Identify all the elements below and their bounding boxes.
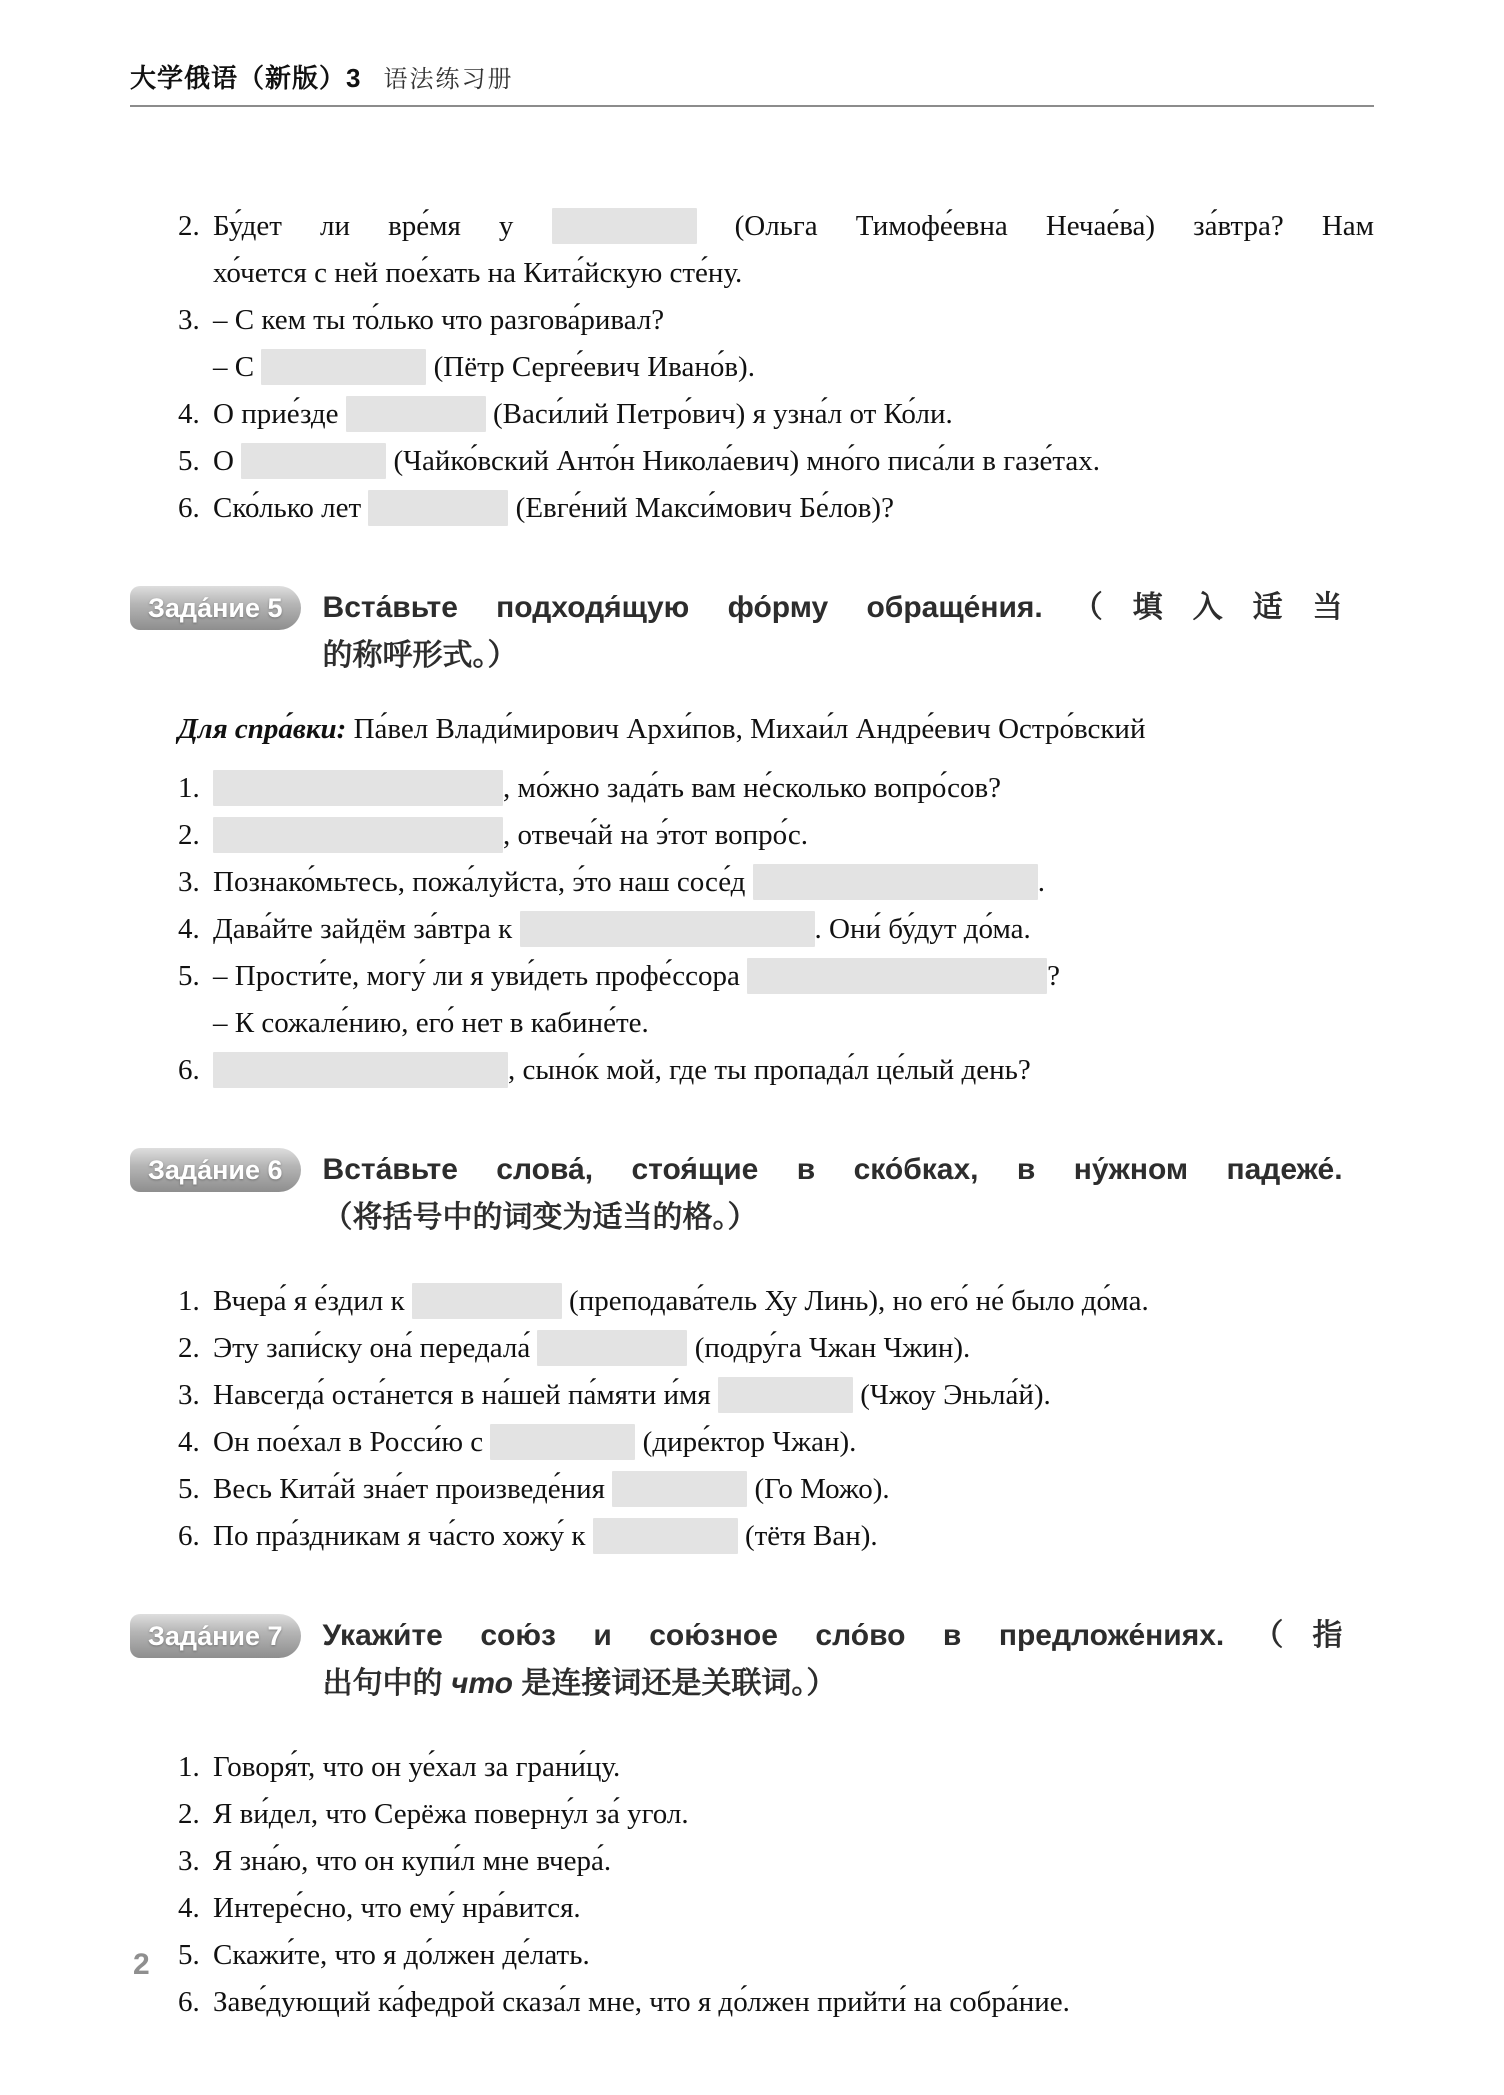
item-number: 1. <box>178 1285 200 1317</box>
blank-field <box>520 911 815 947</box>
item-line <box>213 1047 1374 1094</box>
exercise-item <box>178 1791 1374 1838</box>
header-rule <box>130 105 1374 107</box>
item-line <box>213 297 1374 344</box>
item-number: 3. <box>178 866 200 898</box>
item-text: Весь Кита́й зна́ет произведе́ния <box>213 1473 613 1505</box>
item-text: . Они́ бу́дут до́ма. <box>814 913 1031 945</box>
item-content <box>213 203 1374 297</box>
blank-field <box>213 817 503 853</box>
item-number: 1. <box>178 772 200 804</box>
section-zadanie-7 <box>130 1612 1374 2026</box>
item-content <box>213 1791 1374 1838</box>
reference-line <box>178 706 1374 753</box>
instruction-text: Вста́вьте подходя́щую фо́рму обраще́ния. <box>322 591 1043 624</box>
item-content <box>213 1419 1374 1466</box>
item-number: 6. <box>178 1520 200 1552</box>
item-content <box>213 391 1374 438</box>
exercise-item <box>178 1744 1374 1791</box>
exercise-item <box>178 297 1374 391</box>
item-line <box>213 906 1374 953</box>
item-content <box>213 1278 1374 1325</box>
instruction-text: （填入适当 <box>1042 591 1343 624</box>
instruction-line <box>323 1146 1343 1194</box>
exercise-item <box>178 391 1374 438</box>
item-content <box>213 765 1374 812</box>
section-instruction <box>323 584 1343 680</box>
item-text: Эту запи́ску она́ передала́ <box>213 1332 538 1364</box>
section-badge: Зада́ние 6 <box>130 1148 301 1192</box>
blank-field <box>412 1283 562 1319</box>
item-text: Бу́дет ли вре́мя у <box>213 210 552 242</box>
item-number: 2. <box>178 1798 200 1830</box>
item-line <box>213 1278 1374 1325</box>
instruction-line <box>323 1194 1343 1242</box>
item-text: Скажи́те, что я до́лжен де́лать. <box>213 1939 590 1971</box>
item-line <box>213 1419 1374 1466</box>
item-line <box>213 1791 1374 1838</box>
item-text: Ско́лько лет <box>213 492 369 524</box>
item-line <box>213 1513 1374 1560</box>
blank-field <box>490 1424 635 1460</box>
item-number: 6. <box>178 1054 200 1086</box>
item-text: Интере́сно, что ему́ нра́вится. <box>213 1892 581 1924</box>
blank-field <box>537 1330 687 1366</box>
instruction-line <box>323 632 1343 680</box>
item-line <box>213 1979 1374 2026</box>
instruction-text: （将括号中的词变为适当的格。） <box>322 1201 758 1234</box>
instruction-text: （指 <box>1224 1619 1343 1652</box>
instruction-line <box>323 584 1343 632</box>
item-content <box>213 812 1374 859</box>
item-text: – К сожале́нию, его́ нет в кабине́те. <box>213 1007 649 1039</box>
instruction-text: 是连接词还是关联词。） <box>512 1667 837 1700</box>
page-header <box>130 0 1374 107</box>
blank-field <box>612 1471 747 1507</box>
blank-field <box>747 958 1047 994</box>
header-title-line <box>130 58 1374 95</box>
item-content <box>213 297 1374 391</box>
exercise-item <box>178 906 1374 953</box>
item-text: (Чжоу Эньла́й). <box>852 1379 1051 1411</box>
item-line <box>213 438 1374 485</box>
item-number: 4. <box>178 1426 200 1458</box>
item-number: 3. <box>178 304 200 336</box>
item-text: (преподава́тель Ху Линь), но его́ не́ было до́ма. <box>561 1285 1149 1317</box>
section-badge: Зада́ние 7 <box>130 1614 301 1658</box>
item-text: Он пое́хал в Росси́ю с <box>213 1426 491 1458</box>
item-text: По пра́здникам я ча́сто хожу́ к <box>213 1520 593 1552</box>
item-line <box>213 1000 1374 1047</box>
item-number: 2. <box>178 819 200 851</box>
item-line <box>213 812 1374 859</box>
sections-container <box>130 584 1374 2026</box>
book-title: 大学俄语（新版）3 <box>130 63 362 93</box>
item-line <box>213 1744 1374 1791</box>
item-number: 6. <box>178 1986 200 2018</box>
section-badge: Зада́ние 5 <box>130 586 301 630</box>
blank-field <box>593 1518 738 1554</box>
exercise-item <box>178 1838 1374 1885</box>
instruction-text: Вста́вьте слова́, стоя́щие в ско́бках, в ну́жном падеже́. <box>322 1153 1343 1186</box>
item-line <box>213 485 1374 532</box>
page-number: 2 <box>133 1948 150 1981</box>
item-content <box>213 1979 1374 2026</box>
blank-field <box>261 349 426 385</box>
item-text: (подру́га Чжан Чжин). <box>687 1332 971 1364</box>
item-text: – Прости́те, могу́ ли я уви́деть профе́ссора <box>213 960 748 992</box>
blank-field <box>753 864 1038 900</box>
item-number: 2. <box>178 1332 200 1364</box>
section-items <box>178 765 1374 1094</box>
section-heading <box>130 1612 1374 1708</box>
exercise-item <box>178 1278 1374 1325</box>
item-line <box>213 250 1374 297</box>
item-line <box>213 1466 1374 1513</box>
section-items <box>178 1744 1374 2026</box>
item-number: 6. <box>178 492 200 524</box>
instruction-text: 出句中的 <box>322 1667 451 1700</box>
item-text: , мо́жно зада́ть вам не́сколько вопро́сов? <box>503 772 1002 804</box>
item-content <box>213 859 1374 906</box>
item-text: О прие́зде <box>213 398 346 430</box>
item-text: . <box>1037 866 1045 898</box>
exercise-item <box>178 1372 1374 1419</box>
item-text: , сыно́к мой, где ты пропада́л це́лый день? <box>508 1054 1031 1086</box>
item-content <box>213 1932 1374 1979</box>
item-number: 3. <box>178 1845 200 1877</box>
item-content <box>213 1466 1374 1513</box>
instruction-line <box>323 1612 1343 1660</box>
item-content <box>213 1513 1374 1560</box>
exercise-item <box>178 1885 1374 1932</box>
item-text: (Го Можо). <box>747 1473 890 1505</box>
item-text: Навсегда́ оста́нется в на́шей па́мяти и́мя <box>213 1379 718 1411</box>
exercise-continuation-list <box>178 203 1374 532</box>
item-line <box>213 1885 1374 1932</box>
item-text: Я ви́дел, что Серёжа поверну́л за́ угол. <box>213 1798 689 1830</box>
item-content <box>213 485 1374 532</box>
item-content <box>213 1885 1374 1932</box>
item-text: Познако́мьтесь, пожа́луйста, э́то наш сосе́д <box>213 866 753 898</box>
item-text: – С кем ты то́лько что разгова́ривал? <box>213 304 665 336</box>
exercise-item <box>178 765 1374 812</box>
blank-field <box>368 490 508 526</box>
item-number: 2. <box>178 210 200 242</box>
item-number: 3. <box>178 1379 200 1411</box>
section-heading <box>130 584 1374 680</box>
item-text: Говоря́т, что он уе́хал за грани́цу. <box>213 1751 621 1783</box>
item-line <box>213 391 1374 438</box>
exercise-item <box>178 438 1374 485</box>
section-instruction <box>323 1146 1343 1242</box>
item-line <box>213 953 1374 1000</box>
item-text: – С <box>213 351 262 383</box>
item-line <box>213 344 1374 391</box>
exercise-item <box>178 953 1374 1047</box>
item-line <box>213 203 1374 250</box>
book-subtitle: 语法练习册 <box>383 66 514 93</box>
blank-field <box>213 770 503 806</box>
item-content <box>213 438 1374 485</box>
item-text: Заве́дующий ка́федрой сказа́л мне, что я до́лжен прийти́ на собра́ние. <box>213 1986 1070 2018</box>
instruction-text: Укажи́те сою́з и сою́зное сло́во в предложе́ниях. <box>322 1619 1225 1652</box>
section-instruction <box>323 1612 1343 1708</box>
item-text: (тётя Ван). <box>737 1520 878 1552</box>
item-text: (Ольга Тимофе́евна Нечае́ва) за́втра? Нам <box>696 210 1374 242</box>
item-text: (Васи́лий Петро́вич) я узна́л от Ко́ли. <box>485 398 953 430</box>
section-items <box>178 1278 1374 1560</box>
exercise-item <box>178 1047 1374 1094</box>
section-zadanie-5 <box>130 584 1374 1094</box>
item-text: (Чайко́вский Анто́н Никола́евич) мно́го писа́ли в газе́тах. <box>386 445 1100 477</box>
instruction-text: что <box>450 1667 513 1700</box>
blank-field <box>241 443 386 479</box>
item-content <box>213 953 1374 1047</box>
item-number: 1. <box>178 1751 200 1783</box>
item-number: 4. <box>178 398 200 430</box>
item-number: 4. <box>178 1892 200 1924</box>
page-body <box>130 203 1374 2026</box>
item-text: Дава́йте зайдём за́втра к <box>213 913 520 945</box>
item-number: 5. <box>178 1939 200 1971</box>
item-text: ? <box>1047 960 1060 992</box>
exercise-item <box>178 812 1374 859</box>
exercise-item <box>178 1325 1374 1372</box>
item-number: 5. <box>178 1473 200 1505</box>
item-text: (Пётр Серге́евич Ивано́в). <box>426 351 755 383</box>
item-line <box>213 1838 1374 1885</box>
item-number: 5. <box>178 960 200 992</box>
item-text: (дире́ктор Чжан). <box>635 1426 857 1458</box>
exercise-item <box>178 1419 1374 1466</box>
reference-label: Для спра́вки: <box>178 713 347 745</box>
blank-field <box>213 1052 508 1088</box>
item-line <box>213 1932 1374 1979</box>
item-number: 4. <box>178 913 200 945</box>
exercise-item <box>178 859 1374 906</box>
exercise-item <box>178 1513 1374 1560</box>
item-content <box>213 1838 1374 1885</box>
item-text: О <box>213 445 242 477</box>
blank-field <box>552 208 697 244</box>
item-content <box>213 1325 1374 1372</box>
item-content <box>213 1744 1374 1791</box>
item-text: хо́чется с ней пое́хать на Кита́йскую сте́ну. <box>213 257 743 289</box>
reference-text: Па́вел Влади́мирович Архи́пов, Михаи́л Андре́евич Остро́вский <box>346 713 1146 745</box>
item-line <box>213 859 1374 906</box>
section-zadanie-6 <box>130 1146 1374 1560</box>
item-content <box>213 1047 1374 1094</box>
item-number: 5. <box>178 445 200 477</box>
item-text: , отвеча́й на э́тот вопро́с. <box>503 819 808 851</box>
instruction-text: 的称呼形式。） <box>322 639 518 672</box>
item-text: Я зна́ю, что он купи́л мне вчера́. <box>213 1845 612 1877</box>
exercise-item <box>178 203 1374 297</box>
blank-field <box>346 396 486 432</box>
instruction-line <box>323 1660 1343 1708</box>
item-line <box>213 765 1374 812</box>
exercise-item <box>178 1466 1374 1513</box>
blank-field <box>718 1377 853 1413</box>
item-text: Вчера́ я е́здил к <box>213 1285 412 1317</box>
item-content <box>213 906 1374 953</box>
exercise-item <box>178 1979 1374 2026</box>
item-line <box>213 1325 1374 1372</box>
item-text: (Евге́ний Макси́мович Бе́лов)? <box>508 492 894 524</box>
section-heading <box>130 1146 1374 1242</box>
item-line <box>213 1372 1374 1419</box>
item-content <box>213 1372 1374 1419</box>
exercise-item <box>178 485 1374 532</box>
exercise-item <box>178 1932 1374 1979</box>
